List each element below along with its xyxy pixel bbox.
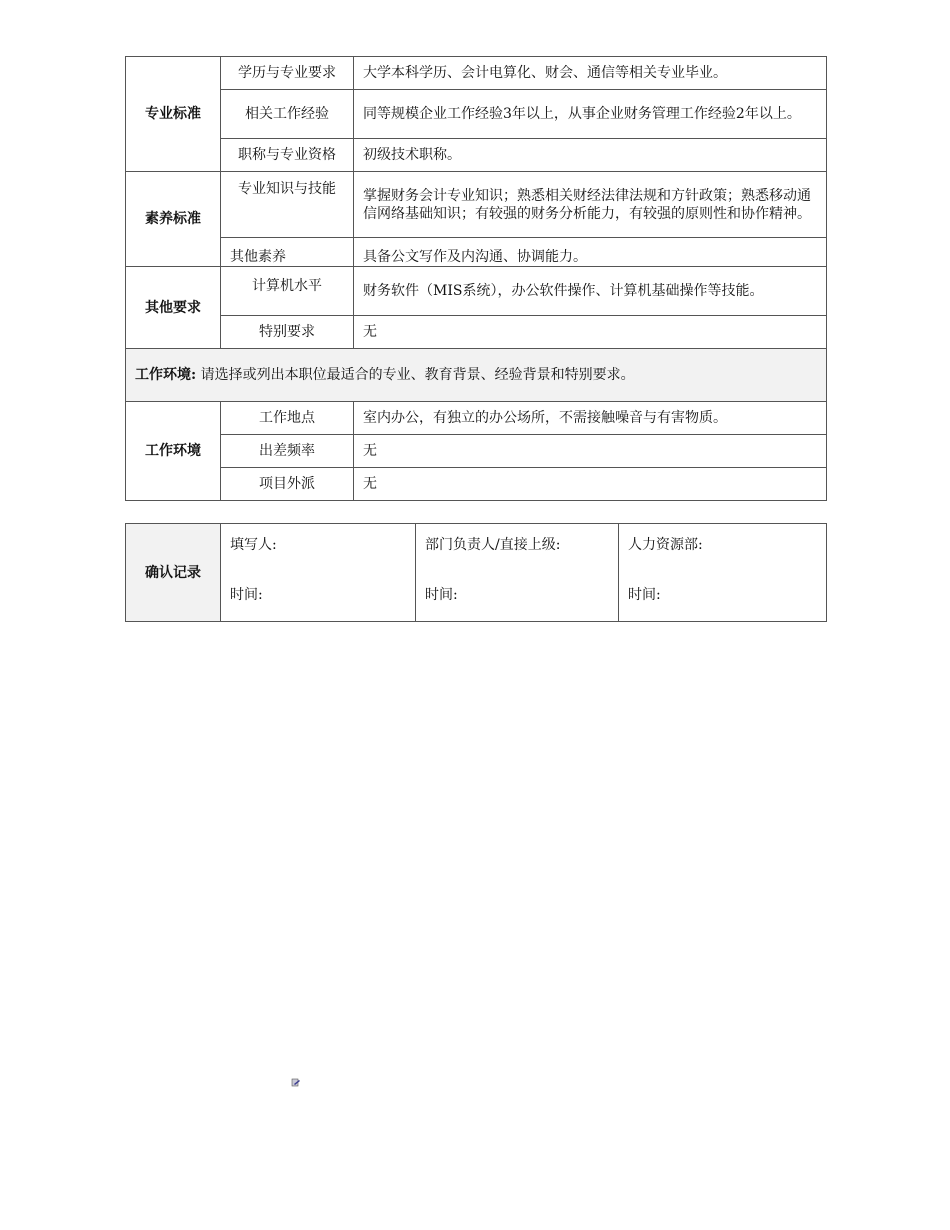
supervisor-time-label: 时间: [425,587,458,603]
table-row [126,267,827,316]
category-environment: 工作环境 [126,402,221,501]
label-computer-level: 计算机水平 [221,267,354,316]
filler-time-label: 时间: [230,587,263,603]
value-special-requirements: 无 [354,316,827,349]
label-knowledge-skills: 专业知识与技能 [221,172,354,238]
confirm-hr[interactable] [619,524,827,622]
confirm-supervisor[interactable] [416,524,619,622]
value-title-qualification: 初级技术职称。 [354,139,827,172]
label-special-requirements: 特别要求 [221,316,354,349]
confirmation-table [125,523,827,622]
table-row [126,435,827,468]
label-other-qualities: 其他素养 [221,238,354,267]
label-education: 学历与专业要求 [221,57,354,90]
environment-note-text: 请选择或列出本职位最适合的专业、教育背景、经验背景和特别要求。 [200,367,635,383]
value-experience: 同等规模企业工作经验3年以上，从事企业财务管理工作经验2年以上。 [354,90,827,139]
requirements-table [125,56,827,501]
environment-note-heading: 工作环境: [135,367,197,383]
table-row [126,57,827,90]
category-professional: 专业标准 [126,57,221,172]
hr-label: 人力资源部: [628,537,703,553]
value-other-qualities: 具备公文写作及内沟通、协调能力。 [354,238,827,267]
label-travel-frequency: 出差频率 [221,435,354,468]
value-computer-level: 财务软件（MIS系统），办公软件操作、计算机基础操作等技能。 [354,267,827,316]
confirm-filler[interactable] [221,524,416,622]
table-row [126,524,827,622]
filler-label: 填写人: [230,537,277,553]
value-knowledge-skills: 掌握财务会计专业知识；熟悉相关财经法律法规和方针政策；熟悉移动通信网络基础知识；有较强的财务分析能力，有较强的原则性和协作精神。 [354,172,827,238]
table-row [126,172,827,238]
confirmation-section [125,523,827,622]
category-confirmation: 确认记录 [126,524,221,622]
supervisor-label: 部门负责人/直接上级: [425,537,561,553]
label-work-location: 工作地点 [221,402,354,435]
category-quality: 素养标准 [126,172,221,267]
label-experience: 相关工作经验 [221,90,354,139]
value-travel-frequency: 无 [354,435,827,468]
environment-note [126,349,827,402]
table-row [126,349,827,402]
category-other: 其他要求 [126,267,221,349]
table-row [126,316,827,349]
table-row [126,90,827,139]
table-row [126,402,827,435]
label-title-qualification: 职称与专业资格 [221,139,354,172]
value-project-assignment: 无 [354,468,827,501]
document-fragment-icon [291,1078,301,1088]
label-project-assignment: 项目外派 [221,468,354,501]
table-row [126,238,827,267]
value-work-location: 室内办公，有独立的办公场所，不需接触噪音与有害物质。 [354,402,827,435]
table-row [126,468,827,501]
job-requirements-sheet [125,56,826,501]
hr-time-label: 时间: [628,587,661,603]
value-education: 大学本科学历、会计电算化、财会、通信等相关专业毕业。 [354,57,827,90]
table-row [126,139,827,172]
